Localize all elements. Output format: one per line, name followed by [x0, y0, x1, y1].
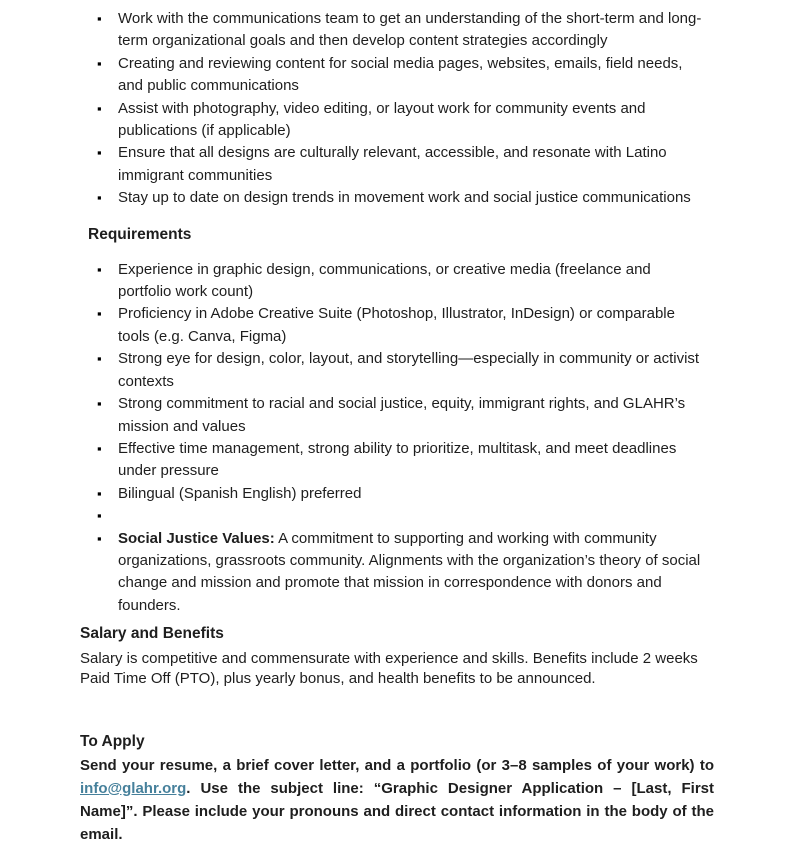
- list-item: [80, 528, 704, 618]
- bullet-square-icon: ▪: [97, 261, 102, 277]
- list-item-text: [118, 483, 704, 505]
- list-item-body: Ensure that all designs are culturally relevant, accessible, and resonate with Latino immigrant communities: [118, 144, 667, 184]
- list-item-text: [118, 348, 704, 393]
- list-item-text: [118, 528, 704, 618]
- list-item-body: Creating and reviewing content for social media pages, websites, emails, field needs, and public communications: [118, 54, 683, 95]
- apply-text-before-link: Send your resume, a brief cover letter, and a portfolio (or 3–8 samples of your work) to: [80, 756, 714, 774]
- apply-paragraph: [80, 754, 714, 846]
- bullet-square-icon: ▪: [97, 508, 102, 524]
- list-item: [80, 483, 704, 505]
- list-item: [80, 187, 704, 209]
- list-item-body: Proficiency in Adobe Creative Suite (Photoshop, Illustrator, InDesign) or comparable tools (e.g. Canva, Figma): [118, 305, 675, 345]
- list-item: [80, 348, 704, 393]
- list-item: [80, 438, 704, 483]
- list-item-text: [118, 53, 704, 98]
- salary-heading: Salary and Benefits: [80, 625, 224, 643]
- list-item-text: [118, 303, 704, 348]
- list-item-body: Strong commitment to racial and social justice, equity, immigrant rights, and GLAHR’s mission and values: [118, 395, 686, 435]
- bullet-square-icon: ▪: [97, 396, 102, 412]
- list-item: [80, 98, 704, 143]
- list-item-body: Effective time management, strong ability to prioritize, multitask, and meet deadlines under pressure: [118, 439, 677, 480]
- bullet-square-icon: ▪: [97, 485, 102, 501]
- list-item: [80, 8, 704, 53]
- bullet-square-icon: ▪: [97, 100, 102, 116]
- list-item: [80, 53, 704, 98]
- list-item-text: [118, 142, 704, 187]
- list-item: [80, 393, 704, 438]
- list-item-body: Work with the communications team to get an understanding of the short-term and long-term organizational goals and then develop content strategies accordingly: [118, 10, 702, 50]
- apply-text-after-link: . Use the subject line: “Graphic Designer Application – [Last, First Name]”. Please include your pronouns and direct contact information in the body of the email.: [80, 779, 714, 843]
- list-item-text: [118, 8, 704, 53]
- list-item: [80, 259, 704, 304]
- bullet-square-icon: ▪: [97, 55, 102, 71]
- bullet-square-icon: ▪: [97, 440, 102, 456]
- requirements-heading: Requirements: [88, 225, 192, 243]
- list-item: [80, 142, 704, 187]
- list-item-body: Strong eye for design, color, layout, and storytelling—especially in community or activist contexts: [118, 350, 700, 390]
- duties-bullet-list: [80, 8, 704, 210]
- list-item-text: [118, 98, 704, 143]
- list-item-text: [118, 393, 704, 438]
- list-item-body: Stay up to date on design trends in movement work and social justice communications: [118, 189, 691, 207]
- list-item-text: [118, 438, 704, 483]
- bullet-square-icon: ▪: [97, 351, 102, 367]
- salary-paragraph: Salary is competitive and commensurate with experience and skills. Benefits include 2 weeks Paid Time Off (PTO), plus yearly bonus, and health benefits to be announced.: [80, 650, 698, 687]
- list-item-bold-lead: Social Justice Values:: [118, 529, 275, 547]
- bullet-square-icon: ▪: [97, 190, 102, 206]
- list-item: [80, 505, 704, 527]
- requirements-bullet-list: [80, 259, 704, 618]
- bullet-square-icon: ▪: [97, 145, 102, 161]
- list-item: [80, 303, 704, 348]
- to-apply-heading: To Apply: [80, 732, 145, 750]
- list-item-body: Experience in graphic design, communications, or creative media (freelance and portfolio work count): [118, 260, 651, 301]
- bullet-square-icon: ▪: [97, 306, 102, 322]
- list-item-text: [118, 259, 704, 304]
- list-item-body: Assist with photography, video editing, or layout work for community events and publications (if applicable): [118, 99, 646, 140]
- list-item-body: Bilingual (Spanish English) preferred: [118, 484, 362, 502]
- email-link[interactable]: info@glahr.org: [80, 779, 187, 797]
- bullet-square-icon: ▪: [97, 11, 102, 26]
- list-item-text: [118, 187, 704, 209]
- list-item-body: A commitment to supporting and working with community organizations, grassroots community. Alignments with the organization’s theory of social change and mission and promote that mission in correspondence with donors and founders.: [118, 529, 701, 614]
- bullet-square-icon: ▪: [97, 530, 102, 546]
